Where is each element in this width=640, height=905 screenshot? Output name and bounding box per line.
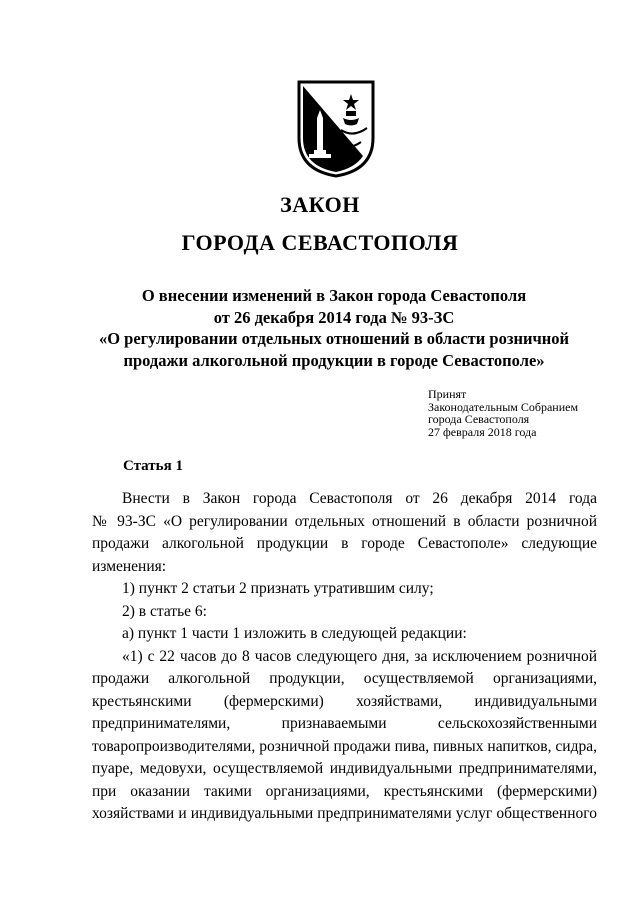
body-line: крестьянскими (фермерскими) хозяйствами, индивидуальными (92, 692, 597, 710)
subtitle-line: продажи алкогольной продукции в городе Севастополе» (123, 350, 545, 370)
body-line: 1) пункт 2 статьи 2 признать утратившим силу; (122, 580, 434, 597)
law-subtitle (70, 285, 598, 371)
subtitle-line: «О регулировании отдельных отношений в области розничной (98, 329, 570, 348)
body-line: «1) с 22 часов до 8 часов следующего дня, за исключением розничной (122, 647, 597, 665)
adoption-note (428, 388, 578, 438)
body-line: при оказании такими организациями, крестьянскими (фермерскими) (92, 782, 597, 800)
body-line: а) пункт 1 части 1 изложить в следующей редакции: (122, 625, 467, 642)
adoption-line: города Севастополя (428, 412, 530, 426)
adoption-date: 27 февраля 2018 года (428, 424, 537, 439)
body-line: № 93-ЗС «О регулировании отдельных отношений в области розничной (92, 512, 597, 530)
body-line: изменения: (92, 557, 167, 575)
body-line: товаропроизводителями, розничной продажи пива, пивных напитков, сидра, (92, 737, 597, 755)
adoption-line: Законодательным Собранием (428, 399, 579, 414)
article-heading: Статья 1 (123, 458, 183, 474)
subtitle-line: О внесении изменений в Закон города Севастополя (141, 286, 527, 305)
law-city-title: ГОРОДА СЕВАСТОПОЛЯ (181, 230, 459, 255)
body-line: пуаре, медовухи, осуществляемой индивидуальными предпринимателями, (92, 760, 597, 777)
body-line: продажи алкогольной продукции, осуществляемой организациями, (92, 670, 597, 687)
body-line: продажи алкогольной продукции в городе Севастополе» следующие (92, 535, 597, 552)
body-line: Внести в Закон города Севастополя от 26 декабря 2014 года (122, 490, 597, 507)
subtitle-line: от 26 декабря 2014 года № 93-ЗС (213, 307, 455, 327)
law-title: ЗАКОН (280, 192, 360, 217)
body-line: 2) в статье 6: (122, 602, 207, 620)
body-line: предпринимателями, признаваемыми сельскохозяйственными (92, 715, 597, 732)
article-body (92, 488, 597, 826)
body-line: хозяйствами и индивидуальными предпринимателями услуг общественного (92, 805, 597, 822)
sevastopol-coat-of-arms-icon (297, 78, 375, 178)
adoption-line: Принят (428, 387, 467, 401)
